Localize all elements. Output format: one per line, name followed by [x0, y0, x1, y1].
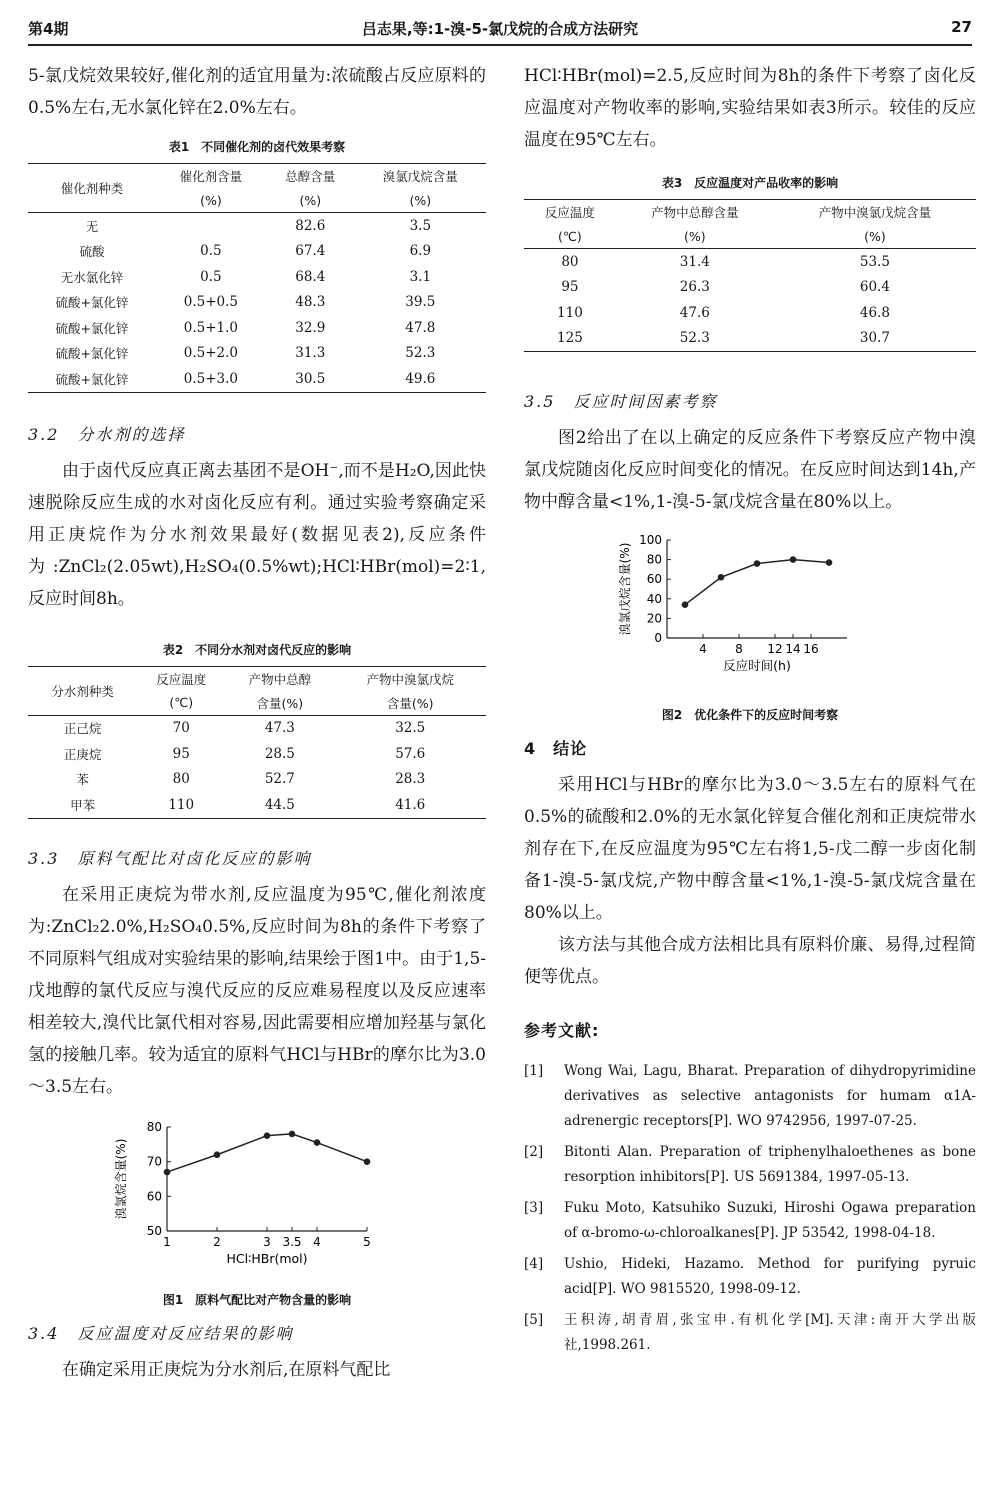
reference-number: [5] — [524, 1312, 544, 1328]
table2-row — [28, 715, 486, 741]
y-tick-label: 70 — [146, 1154, 162, 1169]
x-axis-label: HCl∶HBr(mol) — [226, 1250, 308, 1266]
y-tick-label: 100 — [639, 533, 662, 547]
intro-paragraph: 5-氯戊烷效果较好,催化剂的适宜用量为:浓硫酸占反应原料的0.5%左右,无水氯化锌在2.0%左右。 — [28, 66, 486, 118]
x-tick-label: 3.5 — [282, 1234, 302, 1249]
table1-cell: 无水氯化锌 — [60, 269, 124, 285]
table2-cell: 28.3 — [395, 771, 426, 788]
y-axis-label: 溴氯戊烷含量(%) — [618, 542, 632, 636]
table1 — [28, 163, 486, 393]
running-title: 吕志果,等:1-溴-5-氯戊烷的合成方法研究 — [361, 20, 639, 38]
y-tick-label: 80 — [146, 1119, 162, 1134]
table3 — [524, 199, 976, 352]
table2-cell: 甲苯 — [70, 797, 96, 813]
figure2-chart — [615, 528, 885, 698]
table2-header-2: 产物中总醇 — [248, 671, 312, 687]
table1-row — [28, 341, 486, 367]
x-tick-label: 2 — [213, 1234, 221, 1249]
section-3-4-text: 在确定采用正庚烷为分水剂后,在原料气配比 — [62, 1359, 391, 1380]
reference-item — [524, 1252, 976, 1302]
table1-cell: 硫酸+氯化锌 — [55, 295, 129, 311]
x-tick-label: 14 — [785, 642, 801, 656]
figure1-caption: 图1 原料气配比对产物含量的影响 — [162, 1292, 352, 1307]
x-tick-label: 8 — [735, 642, 743, 656]
table3-header-0: 反应温度 — [544, 205, 595, 220]
table1-cell: 52.3 — [405, 345, 436, 362]
y-tick-label: 20 — [646, 611, 662, 626]
table1-cell: 3.5 — [409, 217, 432, 234]
x-axis-label: 反应时间(h) — [723, 658, 791, 673]
reference-text: 王积涛,胡青眉,张宝申.有机化学[M].天津:南开大学出版社,1998.261. — [564, 1312, 976, 1353]
figure2-caption: 图2 优化条件下的反应时间考察 — [661, 708, 839, 722]
figure2 — [524, 528, 976, 702]
table1-caption: 表1 不同催化剂的卤代效果考察 — [168, 140, 346, 154]
table1-row — [28, 366, 486, 392]
data-point — [790, 556, 797, 563]
table1-header-unit-1: (%) — [156, 188, 266, 213]
reference-number: [3] — [524, 1200, 544, 1216]
data-point — [364, 1158, 371, 1165]
table1-cell: 67.4 — [295, 243, 326, 260]
table1-cell: 0.5 — [200, 268, 222, 285]
table1-cell: 30.5 — [295, 370, 326, 387]
section-3-2-title: 3.2 分水剂的选择 — [28, 424, 186, 444]
table3-header-unit-0: (℃) — [524, 224, 616, 249]
y-tick-label: 80 — [646, 552, 662, 567]
left-column — [28, 60, 486, 1386]
table3-cell: 26.3 — [679, 279, 710, 296]
table2-row — [28, 741, 486, 767]
reference-text: Ushio, Hideki, Hazamo. Method for purifying pyruic acid[P]. WO 9815520, 1998-09-12. — [564, 1256, 976, 1297]
right-column — [524, 60, 976, 1364]
data-point — [289, 1130, 296, 1137]
table1-cell: 硫酸 — [79, 244, 105, 260]
x-tick-label: 4 — [699, 642, 707, 656]
table3-cell: 110 — [557, 304, 583, 321]
x-tick-label: 16 — [803, 642, 819, 656]
table1-cell: 48.3 — [295, 294, 326, 311]
table3-header-row-units — [524, 224, 976, 249]
table3-row — [524, 326, 976, 352]
data-point — [214, 1151, 221, 1158]
table2-row — [28, 767, 486, 793]
table2-cell: 47.3 — [264, 720, 295, 737]
table1-cell: 68.4 — [295, 268, 326, 285]
data-point — [718, 574, 725, 581]
reference-number: [1] — [524, 1063, 544, 1079]
table1-header-2: 总醇含量 — [285, 169, 336, 184]
y-tick-label: 40 — [646, 591, 662, 606]
data-point — [164, 1168, 171, 1175]
table2-caption: 表2 不同分水剂对卤代反应的影响 — [162, 642, 352, 657]
table3-row — [524, 249, 976, 275]
table1-cell: 31.3 — [295, 345, 326, 362]
table1-cell — [156, 213, 266, 239]
table2-row — [28, 792, 486, 818]
issue-number: 第4期 — [28, 20, 69, 38]
figure1-chart — [107, 1113, 407, 1283]
table1-cell: 硫酸+氯化锌 — [55, 320, 129, 336]
table1-cell: 无 — [85, 218, 99, 234]
table1-cell: 6.9 — [409, 243, 432, 260]
table1-cell: 49.6 — [405, 370, 436, 387]
table2-cell: 57.6 — [395, 745, 426, 762]
x-tick-label: 1 — [163, 1234, 171, 1249]
reference-item — [524, 1140, 976, 1190]
table2-cell: 正庚烷 — [63, 746, 102, 762]
table2-cell: 110 — [168, 796, 195, 813]
table2-cell: 52.7 — [264, 771, 295, 788]
section-3-2-text: 由于卤代反应真正离去基团不是OH⁻,而不是H₂O,因此快速脱除反应生成的水对卤化反应有利。通过实验考察确定采用正庚烷作为分水剂效果最好(数据见表2),反应条件为:ZnCl₂(2.05wt),H₂SO₄(0.5%wt);HCl∶HBr(mol)=2∶1,反应时间8h。 — [28, 460, 486, 609]
table1-cell: 0.5+1.0 — [183, 319, 239, 336]
table2-cell: 32.5 — [395, 720, 426, 737]
table3-caption: 表3 反应温度对产品收率的影响 — [661, 176, 839, 190]
table3-header-2: 产物中溴氯戊烷含量 — [818, 205, 932, 220]
reference-number: [2] — [524, 1144, 544, 1160]
y-tick-label: 60 — [646, 572, 662, 587]
table2-header-unit-1: (℃) — [137, 691, 225, 716]
reference-item — [524, 1308, 976, 1358]
series-line — [167, 1133, 367, 1171]
section-3-4-title: 3.4 反应温度对反应结果的影响 — [28, 1323, 294, 1343]
table1-cell: 0.5+3.0 — [183, 370, 239, 387]
table1-cell: 硫酸+氯化锌 — [55, 371, 129, 387]
table2-header-row — [28, 666, 486, 691]
table3-cell: 95 — [561, 279, 579, 296]
x-tick-label: 4 — [313, 1234, 321, 1249]
y-axis-label: 溴氯烷含量(%) — [114, 1138, 128, 1219]
table1-cell: 0.5+2.0 — [183, 345, 239, 362]
table2-cell: 41.6 — [395, 796, 426, 813]
table1-header-0: 催化剂种类 — [28, 164, 156, 213]
table1-header-unit-3: (%) — [355, 188, 486, 213]
table1-header-3: 溴氯戊烷含量 — [382, 169, 458, 184]
table1-cell: 3.1 — [409, 268, 432, 285]
table2-cell: 苯 — [76, 772, 89, 788]
table3-cell: 60.4 — [859, 279, 890, 296]
reference-text: Bitonti Alan. Preparation of triphenylhaloethenes as bone resorption inhibitors[P]. US 5691384, 1997-05-13. — [564, 1144, 976, 1185]
table3-cell: 80 — [561, 253, 579, 270]
reference-number: [4] — [524, 1256, 544, 1272]
table3-cell: 46.8 — [859, 304, 890, 321]
data-point — [754, 560, 761, 567]
table1-cell: 0.5+0.5 — [183, 294, 239, 311]
page-number: 27 — [951, 18, 972, 36]
x-tick-label: 5 — [363, 1234, 371, 1249]
table1-header-row — [28, 164, 486, 189]
table3-cell: 47.6 — [679, 304, 710, 321]
table1-header-1: 催化剂含量 — [179, 169, 243, 184]
x-tick-label: 12 — [767, 642, 783, 656]
reference-list — [524, 1059, 976, 1358]
table2-cell: 正己烷 — [63, 721, 102, 737]
x-tick-label: 3 — [263, 1234, 271, 1249]
reference-item — [524, 1059, 976, 1134]
running-header — [28, 10, 972, 46]
table2-header-1: 反应温度 — [156, 671, 207, 687]
table1-row — [28, 213, 486, 239]
table1-cell: 0.5 — [200, 243, 222, 260]
table3-cell: 125 — [557, 330, 583, 347]
table2-header-unit-2: 含量(%) — [225, 691, 334, 716]
table3-header-unit-2: (%) — [774, 224, 976, 249]
table3-row — [524, 275, 976, 301]
table3-cell: 31.4 — [679, 253, 710, 270]
y-tick-label: 0 — [654, 631, 662, 645]
figure1 — [28, 1113, 486, 1287]
references-title: 参考文献: — [524, 1021, 600, 1040]
conclusion-paragraph-2: 该方法与其他合成方法相比具有原料价廉、易得,过程简便等优点。 — [524, 935, 976, 987]
conclusion-paragraph-1: 采用HCl与HBr的摩尔比为3.0～3.5左右的原料气在0.5%的硫酸和2.0%的无水氯化锌复合催化剂和正庚烷带水剂存在下,在反应温度为95℃左右将1,5-戊二醇一步卤化制备1-溴-5-氯戊烷,产物中醇含量<1%,1-溴-5-氯戊烷含量在80%以上。 — [524, 775, 976, 923]
table1-row — [28, 264, 486, 290]
section-3-3-text: 在采用正庚烷为带水剂,反应温度为95℃,催化剂浓度为:ZnCl₂2.0%,H₂SO₄0.5%,反应时间为8h的条件下考察了不同原料气组成对实验结果的影响,结果绘于图1中。由于1,5-戊地醇的氯代反应与溴代反应的反应难易程度以及反应速率相差较大,溴代比氯代相对容易,因此需要相应增加羟基与氯化氢的接触几率。较为适宜的原料气HCl与HBr的摩尔比为3.0～3.5左右。 — [28, 884, 486, 1097]
data-point — [314, 1139, 321, 1146]
reference-text: Wong Wai, Lagu, Bharat. Preparation of dihydropyrimidine derivatives as selective antagonists for humam α1A-adrenergic receptors[P]. WO 9742956, 1997-07-25. — [564, 1063, 976, 1129]
table2-cell: 44.5 — [264, 796, 295, 813]
table2 — [28, 666, 486, 819]
table3-cell: 52.3 — [679, 330, 710, 347]
data-point — [682, 601, 689, 608]
table3-header-row — [524, 200, 976, 225]
section-3-4-continued: HCl∶HBr(mol)=2.5,反应时间为8h的条件下考察了卤化反应温度对产物收率的影响,实验结果如表3所示。较佳的反应温度在95℃左右。 — [524, 66, 976, 150]
section-3-3-title: 3.3 原料气配比对卤化反应的影响 — [28, 848, 312, 868]
table1-cell: 39.5 — [405, 294, 436, 311]
section-3-5-title: 3.5 反应时间因素考察 — [524, 392, 718, 411]
table2-cell: 80 — [172, 771, 190, 788]
table3-header-1: 产物中总醇含量 — [651, 205, 739, 220]
table1-row — [28, 239, 486, 265]
y-tick-label: 50 — [146, 1223, 162, 1238]
table1-row — [28, 290, 486, 316]
data-point — [826, 559, 833, 566]
table3-cell: 53.5 — [859, 253, 890, 270]
section-3-5-text: 图2给出了在以上确定的反应条件下考察反应产物中溴氯戊烷随卤化反应时间变化的情况。在反应时间达到14h,产物中醇含量<1%,1-溴-5-氯戊烷含量在80%以上。 — [524, 428, 976, 512]
table3-header-unit-1: (%) — [616, 224, 774, 249]
table1-cell: 32.9 — [295, 319, 326, 336]
table2-header-unit-3: 含量(%) — [334, 691, 486, 716]
table2-header-3: 产物中溴氯戊烷 — [366, 671, 454, 687]
reference-item — [524, 1196, 976, 1246]
table2-cell: 28.5 — [264, 745, 295, 762]
table2-header-0: 分水剂种类 — [28, 666, 137, 715]
table1-cell: 47.8 — [405, 319, 436, 336]
table2-cell: 70 — [172, 720, 190, 737]
table1-cell: 82.6 — [295, 217, 326, 234]
table3-row — [524, 300, 976, 326]
table3-cell: 30.7 — [859, 330, 890, 347]
reference-text: Fuku Moto, Katsuhiko Suzuki, Hiroshi Ogawa preparation of α-bromo-ω-chloroalkanes[P]. JP 53542, 1998-04-18. — [564, 1200, 976, 1241]
table1-row — [28, 315, 486, 341]
table1-header-unit-2: (%) — [266, 188, 355, 213]
section-4-title: 4 结论 — [524, 739, 588, 758]
table2-cell: 95 — [172, 745, 190, 762]
table1-cell: 硫酸+氯化锌 — [55, 346, 129, 362]
y-tick-label: 60 — [146, 1188, 162, 1203]
data-point — [264, 1132, 271, 1139]
